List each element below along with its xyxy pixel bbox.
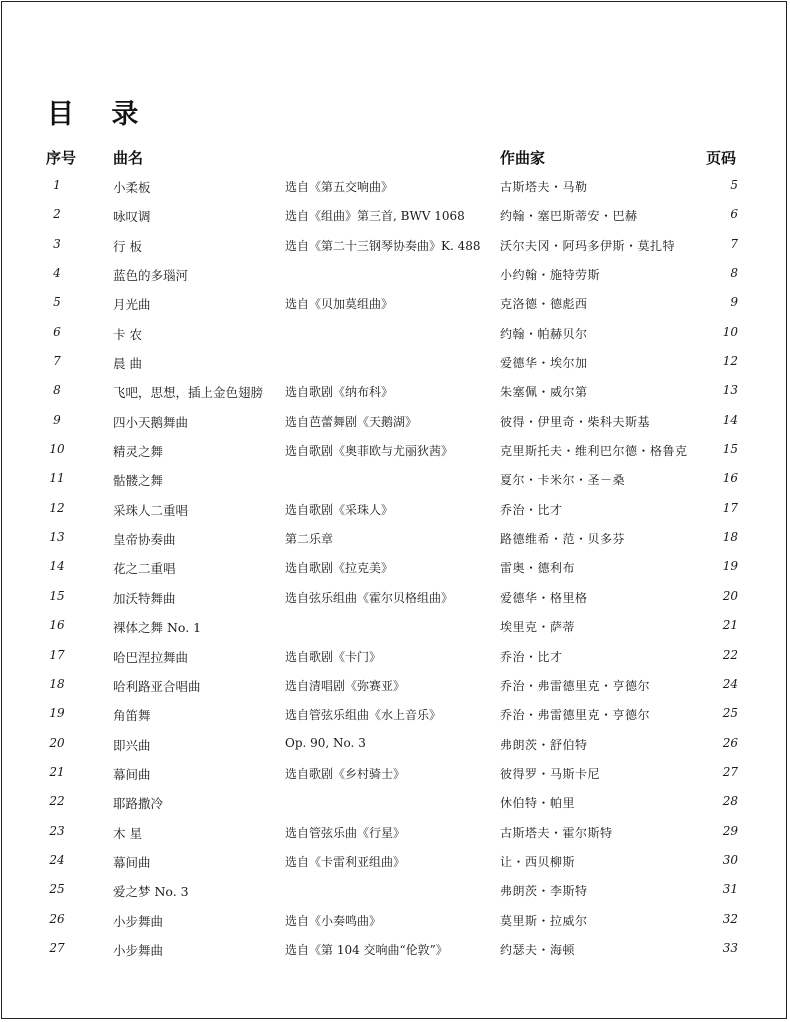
entry-source: 选自《第二十三钢琴协奏曲》K. 488 (285, 238, 481, 253)
entry-number: 24 (49, 852, 65, 867)
entry-page: 8 (730, 266, 738, 281)
entry-page: 25 (722, 706, 738, 721)
entry-page: 30 (722, 852, 738, 867)
entry-source: 第二乐章 (285, 532, 334, 547)
entry-composer: 约翰・塞巴斯蒂安・巴赫 (500, 209, 638, 224)
entry-title: 咏叹调 (113, 209, 151, 225)
toc-entry[interactable] (0, 229, 790, 258)
entry-page: 17 (722, 500, 738, 515)
entry-number: 1 (53, 178, 61, 192)
entry-composer: 朱塞佩・威尔第 (500, 385, 588, 400)
entry-title: 月光曲 (113, 297, 151, 313)
entry-title: 小柔板 (113, 180, 151, 195)
entry-title: 哈巴涅拉舞曲 (113, 649, 189, 665)
entry-composer: 埃里克・萨蒂 (500, 620, 576, 635)
entry-source: 选自歌剧《拉克美》 (285, 561, 394, 576)
entry-number: 23 (49, 823, 65, 838)
toc-entry[interactable] (0, 640, 790, 669)
entry-composer: 弗朗茨・舒伯特 (500, 737, 588, 752)
entry-title: 哈利路亚合唱曲 (113, 678, 201, 694)
entry-composer: 雷奥・德利布 (500, 561, 576, 576)
entry-composer: 乔治・比才 (500, 649, 563, 664)
entry-page: 22 (722, 647, 738, 662)
entry-title: 幕间曲 (113, 766, 151, 782)
entry-composer: 休伯特・帕里 (500, 796, 576, 811)
entry-page: 9 (730, 295, 738, 310)
toc-entry[interactable] (0, 904, 790, 933)
header-number: 序号 (46, 149, 77, 167)
toc-entry[interactable] (0, 258, 790, 287)
entry-composer: 沃尔夫冈・阿玛多伊斯・莫扎特 (500, 238, 676, 253)
entry-source: 选自《第 104 交响曲“伦敦”》 (285, 942, 448, 957)
toc-entry[interactable] (0, 375, 790, 404)
entry-page: 29 (722, 823, 738, 838)
entry-title: 花之二重唱 (113, 561, 176, 577)
entry-composer: 古斯塔夫・霍尔斯特 (500, 825, 613, 840)
entry-title: 行 板 (113, 238, 142, 254)
entry-title: 幕间曲 (113, 854, 151, 870)
entry-page: 33 (722, 940, 738, 955)
entry-source: 选自歌剧《卡门》 (285, 649, 382, 664)
entry-page: 18 (722, 530, 738, 545)
entry-composer: 乔治・弗雷德里克・亨德尔 (500, 678, 651, 693)
entry-composer: 彼得罗・马斯卡尼 (500, 766, 601, 781)
entry-composer: 彼得・伊里奇・柴科夫斯基 (500, 414, 651, 429)
entry-source: 选自管弦乐曲《行星》 (285, 825, 406, 840)
entry-source: 选自《贝加莫组曲》 (285, 297, 394, 312)
header-title: 曲名 (113, 149, 144, 167)
entry-composer: 让・西贝柳斯 (500, 854, 576, 869)
entry-title: 小步舞曲 (113, 913, 164, 929)
entry-page: 31 (722, 882, 738, 897)
toc-entry[interactable] (0, 405, 790, 434)
entry-number: 21 (49, 764, 65, 779)
entry-number: 5 (53, 295, 61, 310)
entry-title: 木 星 (113, 825, 142, 841)
toc-entry[interactable] (0, 816, 790, 845)
toc-entry[interactable] (0, 698, 790, 727)
toc-entry[interactable] (0, 463, 790, 492)
entry-page: 28 (722, 794, 738, 809)
entry-page: 21 (722, 618, 738, 633)
entry-source: 选自清唱剧《弥赛亚》 (285, 678, 406, 693)
entry-title: 加沃特舞曲 (113, 590, 176, 606)
entry-title: 四小天鹅舞曲 (113, 414, 189, 430)
header-page: 页码 (705, 149, 736, 167)
entry-composer: 路德维希・范・贝多芬 (500, 532, 626, 547)
toc-entry[interactable] (0, 728, 790, 757)
entry-title: 晨 曲 (113, 356, 142, 372)
entry-title: 小步舞曲 (113, 942, 164, 958)
entry-title: 卡 农 (113, 326, 142, 342)
entry-number: 3 (53, 236, 61, 251)
entry-source: 选自弦乐组曲《霍尔贝格组曲》 (285, 590, 454, 605)
entry-number: 13 (49, 530, 65, 545)
entry-number: 8 (53, 383, 61, 398)
entry-number: 26 (49, 911, 65, 926)
toc-entry[interactable] (0, 874, 790, 903)
entry-number: 14 (49, 559, 65, 574)
entry-source: 选自《小奏鸣曲》 (285, 913, 382, 928)
entry-page: 27 (722, 764, 738, 779)
entry-title: 角笛舞 (113, 708, 151, 724)
entry-page: 15 (722, 442, 738, 457)
entry-composer: 夏尔・卡米尔・圣－桑 (500, 473, 626, 488)
entry-source: 选自《卡雷利亚组曲》 (285, 854, 406, 869)
entry-title: 皇帝协奏曲 (113, 532, 176, 548)
toc-entry[interactable] (0, 581, 790, 610)
entry-number: 2 (53, 207, 61, 222)
entry-number: 25 (49, 882, 65, 897)
entry-title: 耶路撒冷 (113, 796, 164, 812)
toc-entry[interactable] (0, 933, 790, 962)
toc-entry[interactable] (0, 845, 790, 874)
entry-page: 20 (722, 588, 738, 603)
entry-page: 10 (722, 324, 738, 339)
entry-page: 16 (722, 471, 738, 486)
entry-source: 选自歌剧《纳布科》 (285, 385, 394, 400)
entry-title: 即兴曲 (113, 737, 151, 753)
entry-composer: 小约翰・施特劳斯 (500, 268, 601, 283)
toc-entry[interactable] (0, 786, 790, 815)
page-title: 目 录 (47, 99, 153, 130)
entry-number: 17 (49, 647, 65, 662)
entry-title: 飞吧，思想，插上金色翅膀 (113, 385, 264, 401)
entry-number: 20 (49, 735, 65, 750)
entry-source: Op. 90, No. 3 (285, 735, 366, 750)
entry-composer: 约瑟夫・海顿 (500, 942, 576, 957)
toc-entry[interactable] (0, 757, 790, 786)
entry-source: 选自歌剧《采珠人》 (285, 502, 394, 517)
entry-page: 32 (722, 911, 738, 926)
entry-source: 选自歌剧《乡村骑士》 (285, 766, 406, 781)
entry-composer: 爱德华・格里格 (500, 590, 588, 605)
entry-page: 13 (722, 383, 738, 398)
entry-source: 选自芭蕾舞剧《天鹅湖》 (285, 414, 418, 429)
toc-entry[interactable] (0, 493, 790, 522)
toc-entry[interactable] (0, 522, 790, 551)
toc-list (0, 170, 790, 962)
entry-composer: 乔治・弗雷德里克・亨德尔 (500, 708, 651, 723)
entry-composer: 莫里斯・拉威尔 (500, 913, 588, 928)
entry-number: 6 (53, 324, 61, 339)
toc-entry[interactable] (0, 287, 790, 316)
entry-source: 选自《组曲》第三首, BWV 1068 (285, 209, 465, 224)
entry-composer: 克洛德・德彪西 (500, 297, 588, 312)
entry-page: 14 (722, 412, 738, 427)
toc-entry[interactable] (0, 170, 790, 199)
entry-composer: 爱德华・埃尔加 (500, 356, 588, 371)
entry-number: 12 (49, 500, 65, 515)
entry-number: 4 (53, 266, 61, 281)
entry-page: 19 (722, 559, 738, 574)
entry-number: 15 (49, 588, 65, 603)
toc-entry[interactable] (0, 346, 790, 375)
entry-title: 裸体之舞 No. 1 (113, 620, 202, 636)
toc-entry[interactable] (0, 434, 790, 463)
toc-entry[interactable] (0, 317, 790, 346)
toc-entry[interactable] (0, 610, 790, 639)
entry-number: 19 (49, 706, 65, 721)
toc-entry[interactable] (0, 551, 790, 580)
toc-entry[interactable] (0, 199, 790, 228)
header-composer: 作曲家 (500, 149, 546, 167)
entry-number: 18 (49, 676, 65, 691)
entry-title: 爱之梦 No. 3 (113, 884, 189, 900)
entry-composer: 约翰・帕赫贝尔 (500, 326, 588, 341)
entry-page: 6 (730, 207, 738, 222)
entry-number: 9 (53, 412, 61, 427)
entry-source: 选自《第五交响曲》 (285, 180, 394, 194)
entry-title: 采珠人二重唱 (113, 502, 189, 518)
entry-title: 骷髅之舞 (113, 473, 164, 489)
entry-number: 7 (53, 354, 61, 369)
entry-title: 精灵之舞 (113, 444, 164, 460)
entry-number: 11 (49, 471, 65, 486)
entry-composer: 克里斯托夫・维利巴尔德・格鲁克 (500, 444, 688, 459)
entry-page: 5 (730, 178, 738, 192)
entry-page: 12 (722, 354, 738, 369)
entry-number: 10 (49, 442, 65, 457)
entry-page: 24 (722, 676, 738, 691)
entry-page: 7 (730, 236, 738, 251)
entry-number: 16 (49, 618, 65, 633)
entry-composer: 古斯塔夫・马勒 (500, 180, 588, 194)
entry-title: 蓝色的多瑙河 (113, 268, 189, 284)
entry-source: 选自管弦乐组曲《水上音乐》 (285, 708, 442, 723)
entry-number: 22 (49, 794, 65, 809)
entry-number: 27 (49, 940, 65, 955)
toc-entry[interactable] (0, 669, 790, 698)
entry-page: 26 (722, 735, 738, 750)
entry-source: 选自歌剧《奥菲欧与尤丽狄茜》 (285, 444, 454, 459)
entry-composer: 弗朗茨・李斯特 (500, 884, 588, 899)
entry-composer: 乔治・比才 (500, 502, 563, 517)
